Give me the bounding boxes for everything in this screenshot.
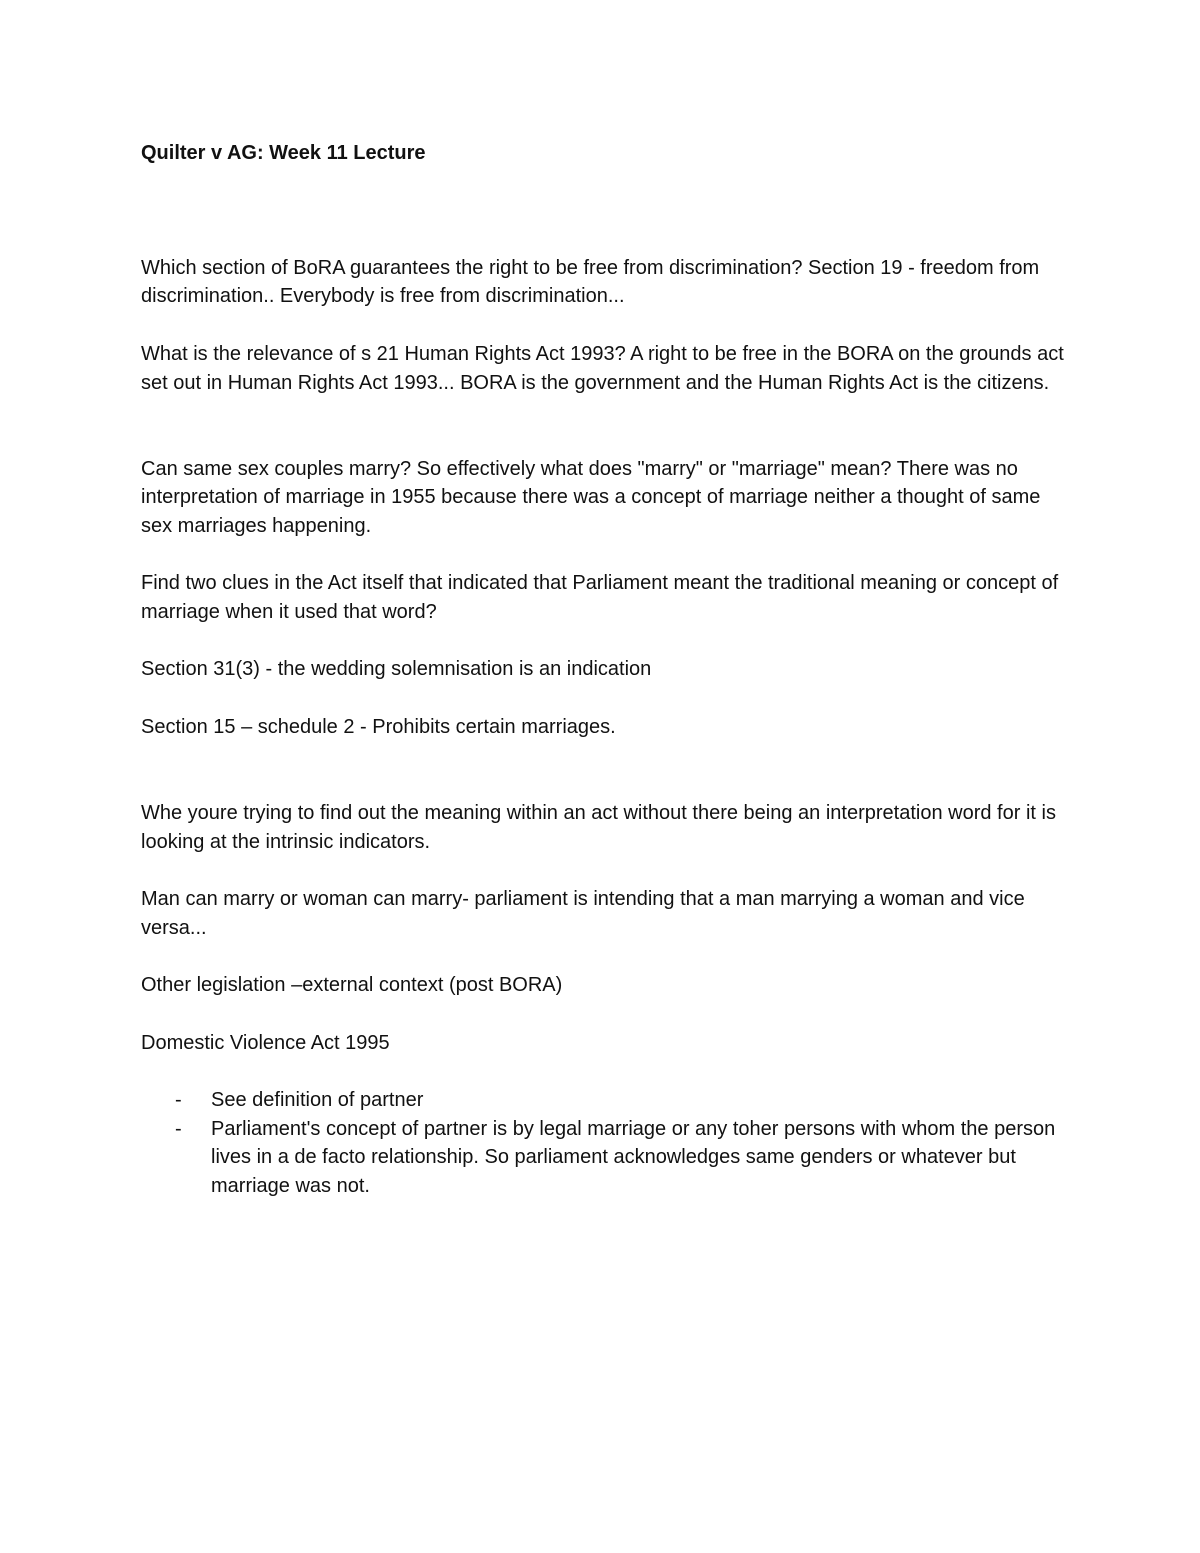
document-title: Quilter v AG: Week 11 Lecture <box>141 142 426 164</box>
document-body <box>141 139 1071 1201</box>
paragraph-man-woman: Man can marry or woman can marry- parliament is intending that a man marrying a woman and vice versa... <box>141 888 1025 939</box>
dash-bullet: - <box>175 1117 182 1140</box>
spacer <box>141 397 1071 454</box>
spacer <box>141 627 1071 656</box>
paragraph-hra-relevance: What is the relevance of s 21 Human Rights Act 1993? A right to be free in the BORA on the grounds act set out in Human Rights Act 1993... BORA is the government and the Human Rights Act is the citizens. <box>141 342 1064 394</box>
spacer <box>141 856 1071 885</box>
list-item-text: See definition of partner <box>211 1088 424 1111</box>
paragraph-section-15: Section 15 – schedule 2 - Prohibits certain marriages. <box>141 715 616 738</box>
paragraph-intrinsic-indicators: Whe youre trying to find out the meaning within an act without there being an interpretation word for it is looking at the intrinsic indicators. <box>141 801 1056 853</box>
spacer <box>141 168 1071 254</box>
spacer <box>141 742 1071 799</box>
spacer <box>141 684 1071 713</box>
paragraph-bora-section: Which section of BoRA guarantees the right to be free from discrimination? Section 19 - freedom from discrimination.. Everybody is free from discrimination... <box>141 256 1040 308</box>
spacer <box>141 942 1071 971</box>
bullet-list <box>141 1086 1071 1201</box>
spacer <box>141 1057 1071 1086</box>
spacer <box>141 1000 1071 1029</box>
paragraph-two-clues: Find two clues in the Act itself that indicated that Parliament meant the traditional meaning or concept of marriage when it used that word? <box>141 572 1059 624</box>
paragraph-same-sex-marriage: Can same sex couples marry? So effectively what does "marry" or "marriage" mean? There was no interpretation of marriage in 1955 because there was a concept of marriage neither a thought of same sex marriages happening. <box>141 457 1041 537</box>
spacer <box>141 541 1071 570</box>
dash-bullet: - <box>175 1088 182 1111</box>
list-item-text: Parliament's concept of partner is by legal marriage or any toher persons with whom the person lives in a de facto relationship. So parliament acknowledges same genders or whatever but marriage was not. <box>211 1117 1056 1198</box>
spacer <box>141 311 1071 340</box>
list-item <box>141 1086 1071 1115</box>
paragraph-domestic-violence-act: Domestic Violence Act 1995 <box>141 1031 390 1054</box>
paragraph-other-legislation: Other legislation –external context (post BORA) <box>141 974 563 997</box>
list-item <box>141 1115 1071 1201</box>
paragraph-section-31: Section 31(3) - the wedding solemnisation is an indication <box>141 658 652 681</box>
